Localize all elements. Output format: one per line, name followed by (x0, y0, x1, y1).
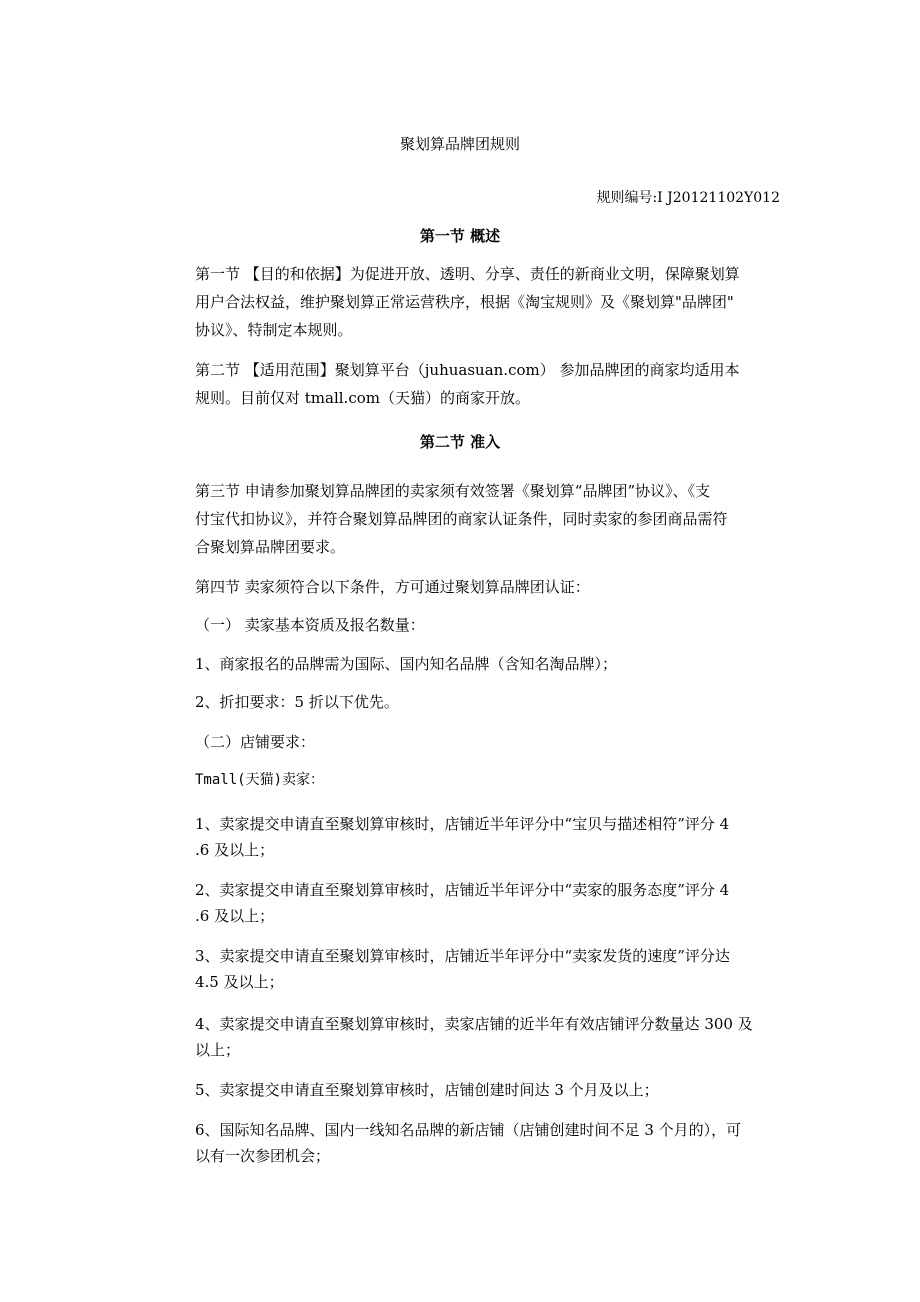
paragraph-line: 规则。目前仅对 tmall.com（天猫）的商家开放。 (195, 389, 530, 407)
paragraph-line: 用户合法权益，维护聚划算正常运营秩序，根据《淘宝规则》及《聚划算"品牌团" (195, 293, 734, 311)
paragraph-line: 合聚划算品牌团要求。 (195, 538, 346, 556)
section-heading-overview: 第一节 概述 (419, 227, 501, 245)
list-item: 2、折扣要求：5 折以下优先。 (195, 693, 399, 711)
subheading: Tmall(天猫)卖家： (195, 772, 325, 788)
list-item: .6 及以上； (195, 841, 275, 859)
list-item: 2、卖家提交申请直至聚划算审核时，店铺近半年评分中“卖家的服务态度”评分 4 (195, 881, 730, 899)
list-heading: （一） 卖家基本资质及报名数量： (195, 616, 425, 634)
document-title: 聚划算品牌团规则 (399, 135, 520, 153)
paragraph-line: 第一节 【目的和依据】为促进开放、透明、分享、责任的新商业文明，保障聚划算 (195, 265, 740, 283)
section-heading-admission: 第二节 准入 (419, 433, 501, 451)
list-item: 以有一次参团机会； (195, 1147, 331, 1165)
rule-number: 规则编号:Ⅰ J20121102Y012 (596, 190, 780, 206)
paragraph-line: 第四节 卖家须符合以下条件，方可通过聚划算品牌团认证： (195, 578, 590, 596)
list-heading: （二）店铺要求： (195, 733, 316, 751)
list-item: 3、卖家提交申请直至聚划算审核时，店铺近半年评分中“卖家发货的速度”评分达 (195, 947, 730, 965)
list-item: 1、卖家提交申请直至聚划算审核时，店铺近半年评分中“宝贝与描述相符”评分 4 (195, 815, 730, 833)
paragraph-line: 第二节 【适用范围】聚划算平台（juhuasuan.com） 参加品牌团的商家均适用本 (195, 361, 740, 379)
list-item: 1、商家报名的品牌需为国际、国内知名品牌（含知名淘品牌）； (195, 655, 618, 673)
paragraph-line: 付宝代扣协议》，并符合聚划算品牌团的商家认证条件，同时卖家的参团商品需符 (195, 510, 728, 528)
list-item: 5、卖家提交申请直至聚划算审核时，店铺创建时间达 3 个月及以上； (195, 1081, 659, 1099)
list-item: 以上； (195, 1041, 241, 1059)
list-item: 4.5 及以上； (195, 973, 284, 991)
paragraph-line: 第三节 申请参加聚划算品牌团的卖家须有效签署《聚划算“品牌团”协议》、《支 (195, 482, 711, 500)
list-item: 4、卖家提交申请直至聚划算审核时，卖家店铺的近半年有效店铺评分数量达 300 及 (195, 1015, 753, 1033)
paragraph-line: 协议》、特制定本规则。 (195, 321, 353, 339)
list-item: 6、国际知名品牌、国内一线知名品牌的新店铺（店铺创建时间不足 3 个月的），可 (195, 1121, 742, 1139)
list-item: .6 及以上； (195, 907, 275, 925)
